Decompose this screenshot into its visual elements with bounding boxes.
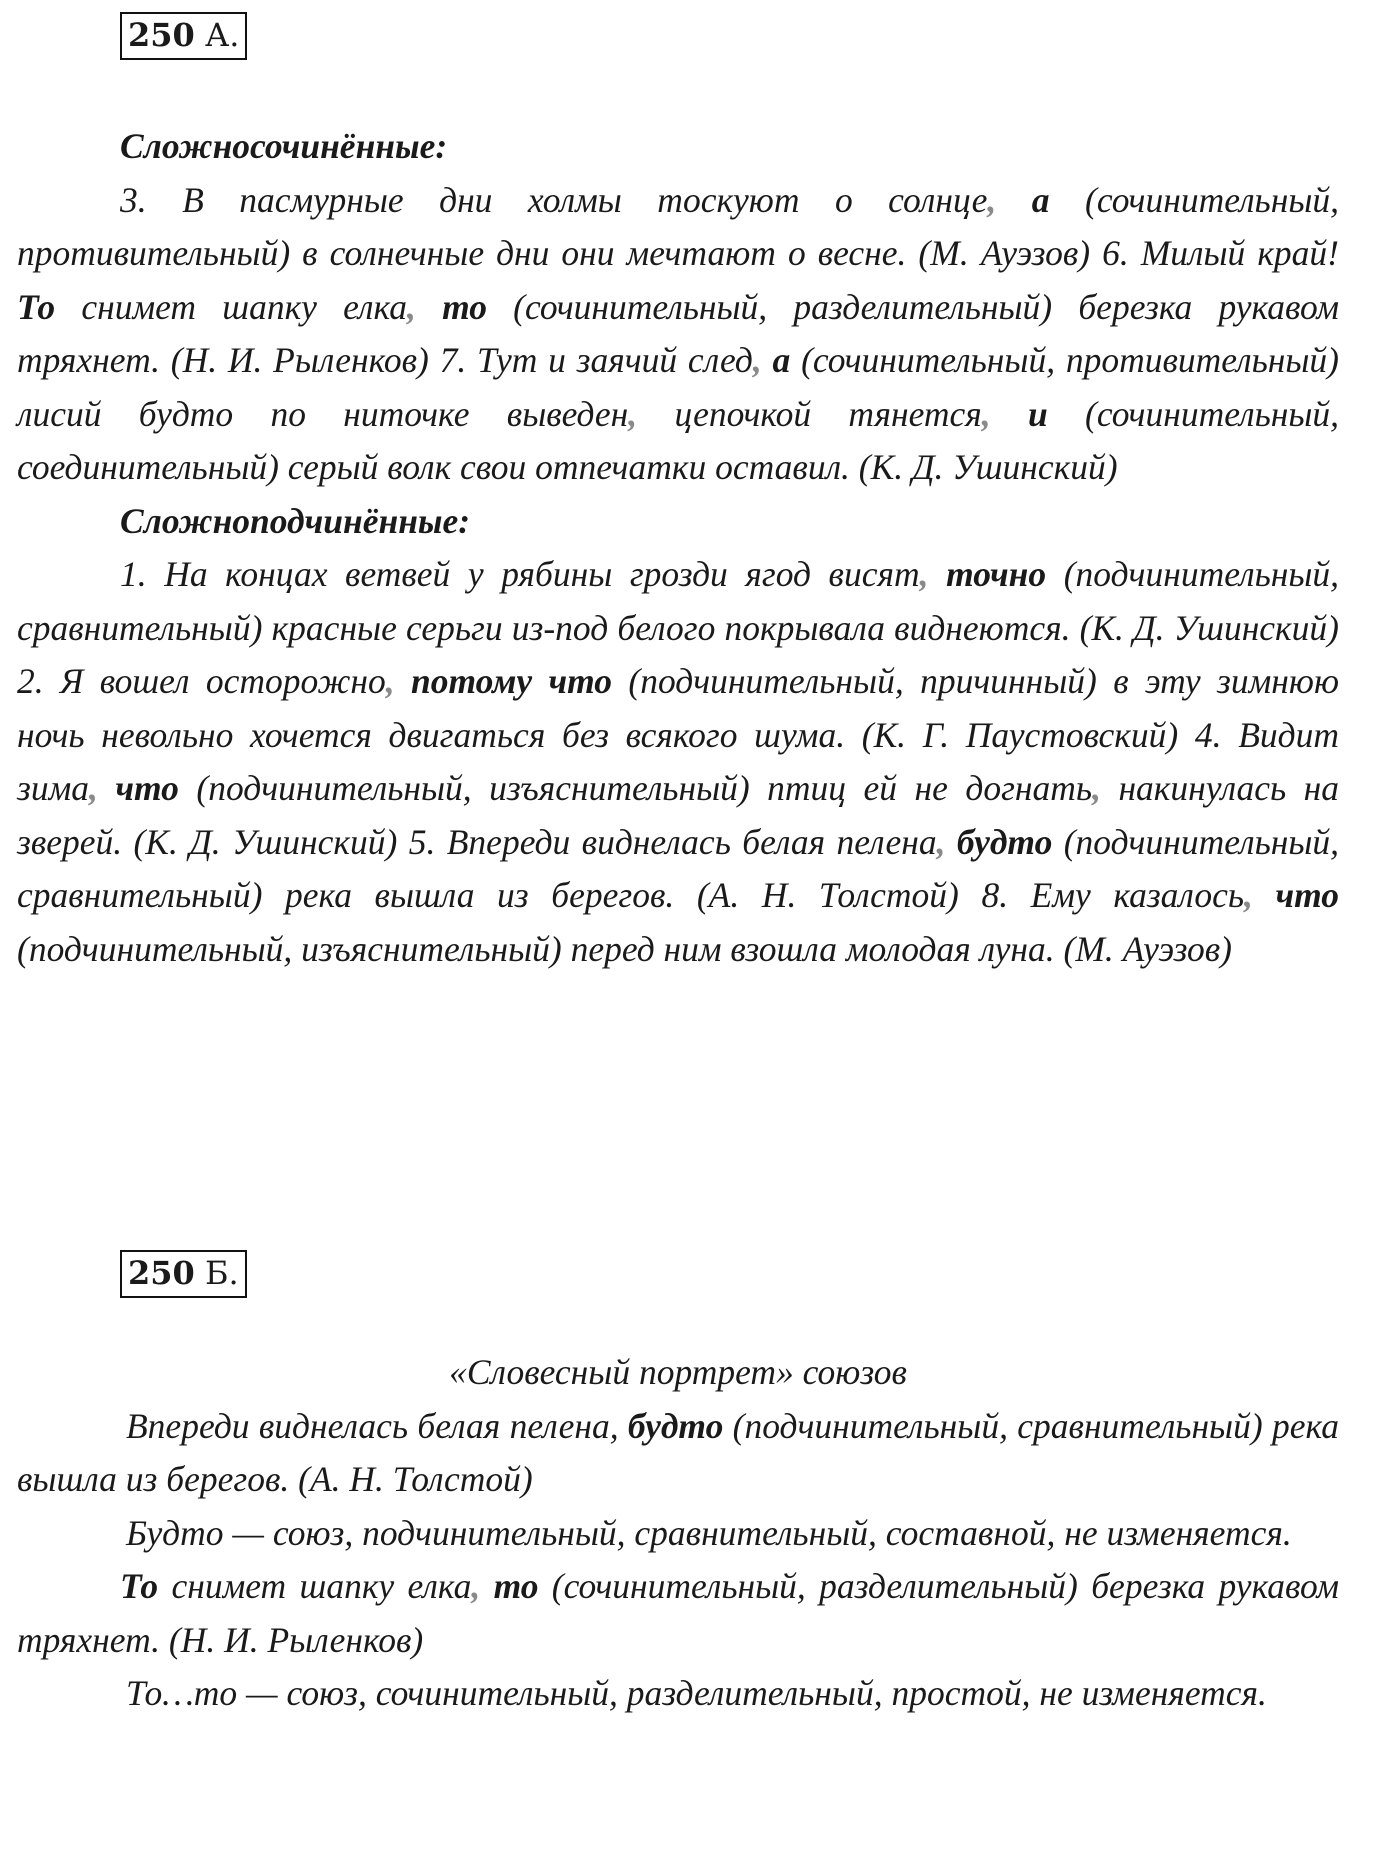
heading-complex: Сложноподчинённые:: [120, 500, 471, 541]
sentence-text: накинулась на зверей. (К. Д. Ушинский) 5. Впереди виднелась белая пелена: [17, 768, 1339, 862]
sentence-text: (подчинительный, изъяснительный) перед ним взошла молодая луна. (М. Ауэзов): [17, 928, 1233, 969]
comma-mark: ,: [406, 286, 416, 327]
compound-sentences: [17, 174, 1339, 495]
comma-mark: ,: [471, 1566, 481, 1606]
conjunction: что: [115, 768, 179, 808]
task-label-250b: [120, 1250, 247, 1298]
conjunction: точно: [946, 554, 1047, 594]
sentence-text: (подчинительный, сравнительный) река вышла из берегов. (А. Н. Толстой) 8. Ему казалось: [17, 821, 1340, 915]
conjunction: то: [493, 1566, 539, 1606]
task-number: 250: [128, 16, 195, 54]
comma-mark: ,: [1244, 875, 1253, 915]
conjunction-description: Будто — союз, подчинительный, сравнительный, составной, не изменяется.: [126, 1512, 1292, 1553]
conjunction: что: [1275, 875, 1340, 915]
comma-mark: ,: [981, 393, 991, 434]
conjunction: То: [17, 286, 56, 327]
comma-mark: ,: [89, 768, 98, 808]
conjunction: будто: [956, 821, 1053, 862]
comma-mark: ,: [628, 393, 638, 434]
task-250b-text: [17, 1346, 1339, 1721]
conjunction: а: [772, 340, 791, 380]
task-label-250a: [120, 12, 247, 60]
heading-compound: Сложносочинённые:: [120, 126, 448, 166]
sentence-text: Впереди виднелась белая пелена: [126, 1405, 610, 1446]
example-paragraph: [17, 1560, 1339, 1667]
sentence-text: (подчинительный, причинный) в эту зимнюю ночь невольно хочется двигаться без всякого шума. (К. Г. Паустовский) 4. Видит зима: [17, 661, 1339, 808]
sentence-text: (сочинительный, соединительный) серый волк свои отпечатки оставил. (К. Д. Ушинский): [17, 393, 1340, 487]
conjunction: то: [442, 286, 487, 327]
comma-mark: ,: [752, 340, 762, 380]
comma-mark: ,: [385, 661, 395, 701]
comma-mark: ,: [1092, 768, 1101, 808]
conjunction: а: [1031, 179, 1050, 220]
task-letter: А.: [204, 16, 240, 54]
conjunction: потому что: [411, 661, 613, 701]
task-250a-text: [17, 120, 1339, 976]
task-letter: Б.: [204, 1254, 239, 1292]
comma-mark: ,: [919, 554, 929, 594]
sentence-text: (подчинительный, изъяснительный) птиц ей не догнать: [178, 768, 1093, 808]
comma-mark: ,: [609, 1405, 619, 1446]
sentence-text: 1. На концах ветвей у рябины грозди ягод висят: [120, 554, 920, 594]
example-paragraph: [17, 1400, 1339, 1507]
conjunction: и: [1027, 393, 1048, 434]
sentence-text: (сочинительный, разделительный) березка рукавом тряхнет. (Н. И. Рыленков): [17, 1566, 1340, 1660]
sentence-text: (сочинительный, противительный) лисий будто по ниточке выведен: [17, 340, 1340, 434]
complex-sentences: [17, 548, 1339, 976]
sentence-text: 3. В пасмурные дни холмы тоскуют о солнце: [120, 179, 988, 220]
task-number: 250: [128, 1254, 195, 1292]
comma-mark: ,: [936, 821, 946, 862]
comma-mark: ,: [987, 179, 997, 220]
conjunction: будто: [627, 1405, 724, 1446]
sentence-text: снимет шапку елка: [55, 286, 407, 327]
conjunction: То: [120, 1566, 159, 1606]
sentence-text: цепочкой тянется: [674, 393, 982, 434]
sentence-text: (сочинительный, противительный) в солнечные дни они мечтают о весне. (М. Ауэзов) 6. Милый край!: [17, 179, 1339, 273]
sentence-text: (подчинительный, сравнительный) красные серьги из-под белого покрывала виднеются. (К. Д. Ушинский) 2. Я вошел осторожно: [17, 554, 1339, 701]
conjunction-description: То…то — союз, сочинительный, разделительный, простой, не изменяется.: [126, 1673, 1267, 1713]
section-title: «Словесный портрет» союзов: [449, 1352, 907, 1392]
sentence-text: снимет шапку елка: [158, 1566, 472, 1606]
sentence-text: (подчинительный, сравнительный) река вышла из берегов. (А. Н. Толстой): [17, 1405, 1339, 1499]
sentence-text: (сочинительный, разделительный) березка рукавом тряхнет. (Н. И. Рыленков) 7. Тут и заячий след: [17, 286, 1340, 380]
